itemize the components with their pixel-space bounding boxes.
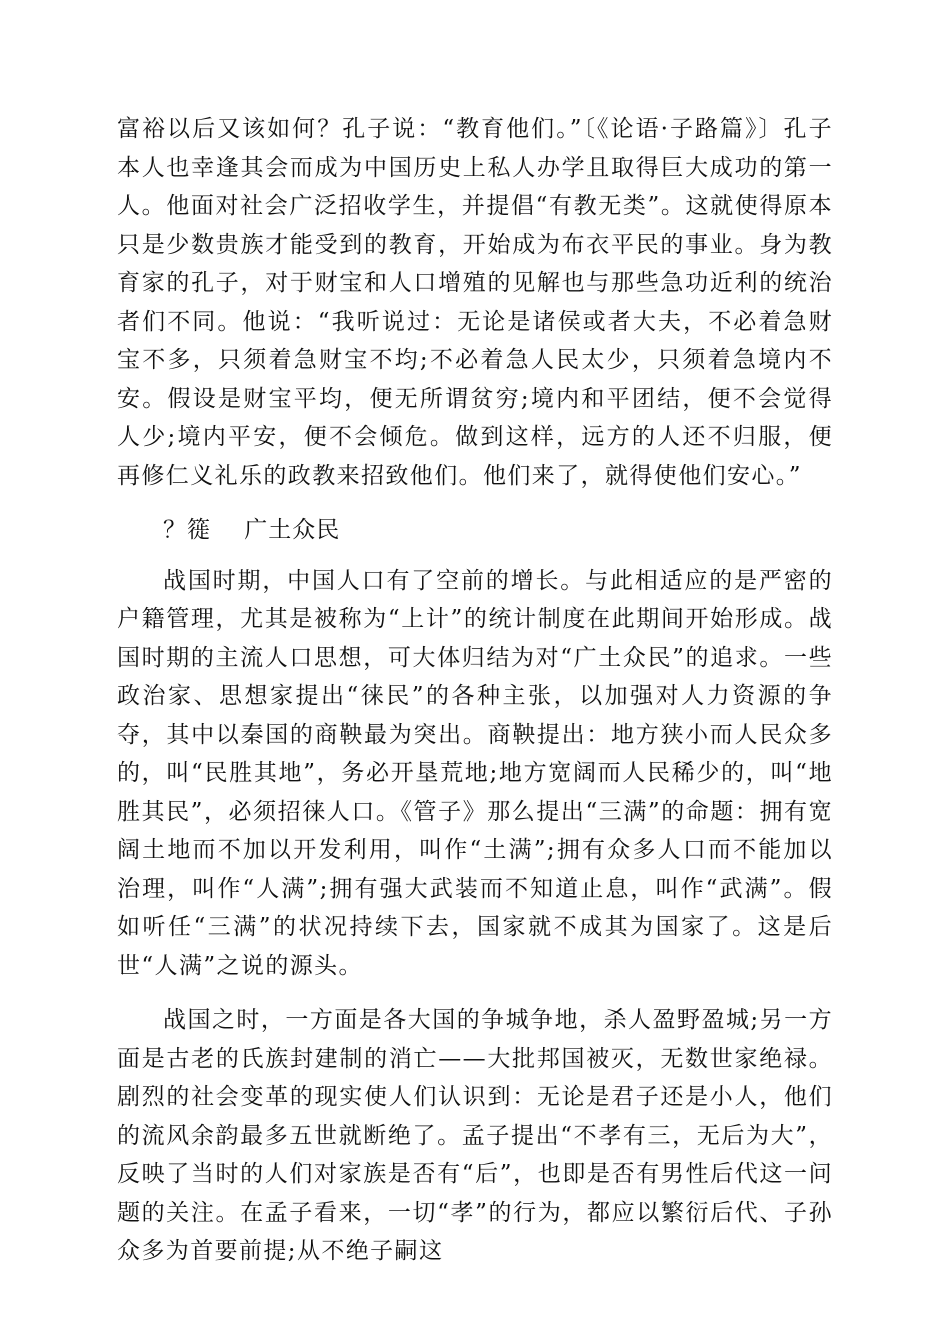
paragraph-2: 战国时期，中国人口有了空前的增长。与此相适应的是严密的户籍管理，尤其是被称为“上计”的统计制度在此期间开始形成。战国时期的主流人口思想，可大体归结为对“广土众民”的追求。一些政治家、思想家提出“徕民”的各种主张，以加强对人力资源的争夺，其中以秦国的商鞅最为突出。商鞅提出：地方狭小而人民众多的，叫“民胜其地”，务必开垦荒地;地方宽阔而人民稀少的，叫“地胜其民”，必须招徕人口。《管子》那么提出“三满”的命题：拥有宽阔土地而不加以开发利用，叫作“土满”;拥有众多人口而不能加以治理，叫作“人满”;拥有强大武装而不知道止息，叫作“武满”。假如听任“三满”的状况持续下去，国家就不成其为国家了。这是后世“人满”之说的源头。 [117, 567, 833, 979]
spacer [117, 495, 833, 511]
section-heading [117, 511, 833, 550]
spacer [117, 550, 833, 562]
paragraph-1: 富裕以后又该如何？孔子说：“教育他们。”〔《论语·子路篇》〕孔子本人也幸逢其会而成为中国历史上私人办学且取得巨大成功的第一人。他面对社会广泛招收学生，并提倡“有教无类”。这就使得原本只是少数贵族才能受到的教育，开始成为布衣平民的事业。身为教育家的孔子，对于财宝和人口增殖的见解也与那些急功近利的统治者们不同。他说：“我听说过：无论是诸侯或者大夫，不必着急财宝不多，只须着急财宝不均;不必着急人民太少，只须着急境内不安。假设是财宝平均，便无所谓贫穷;境内和平团结，便不会觉得人少;境内平安，便不会倾危。做到这样，远方的人还不归服，便再修仁义礼乐的政教来招致他们。他们来了，就得使他们安心。” [117, 116, 833, 489]
paragraph-3: 战国之时，一方面是各大国的争城争地，杀人盈野盈城;另一方面是古老的氏族封建制的消亡——大批邦国被灭，无数世家绝禄。剧烈的社会变革的现实使人们认识到：无论是君子还是小人，他们的流风余韵最多五世就断绝了。孟子提出“不孝有三，无后为大”，反映了当时的人们对家族是否有“后”，也即是否有男性后代这一问题的关注。在孟子看来，一切“孝”的行为，都应以繁衍后代、子孙众多为首要前提;从不绝子嗣这 [117, 1007, 833, 1264]
heading-title: 广土众民 [244, 517, 341, 543]
document-page [117, 110, 833, 1271]
heading-prefix: ？簁 [163, 517, 211, 543]
spacer [117, 985, 833, 1001]
